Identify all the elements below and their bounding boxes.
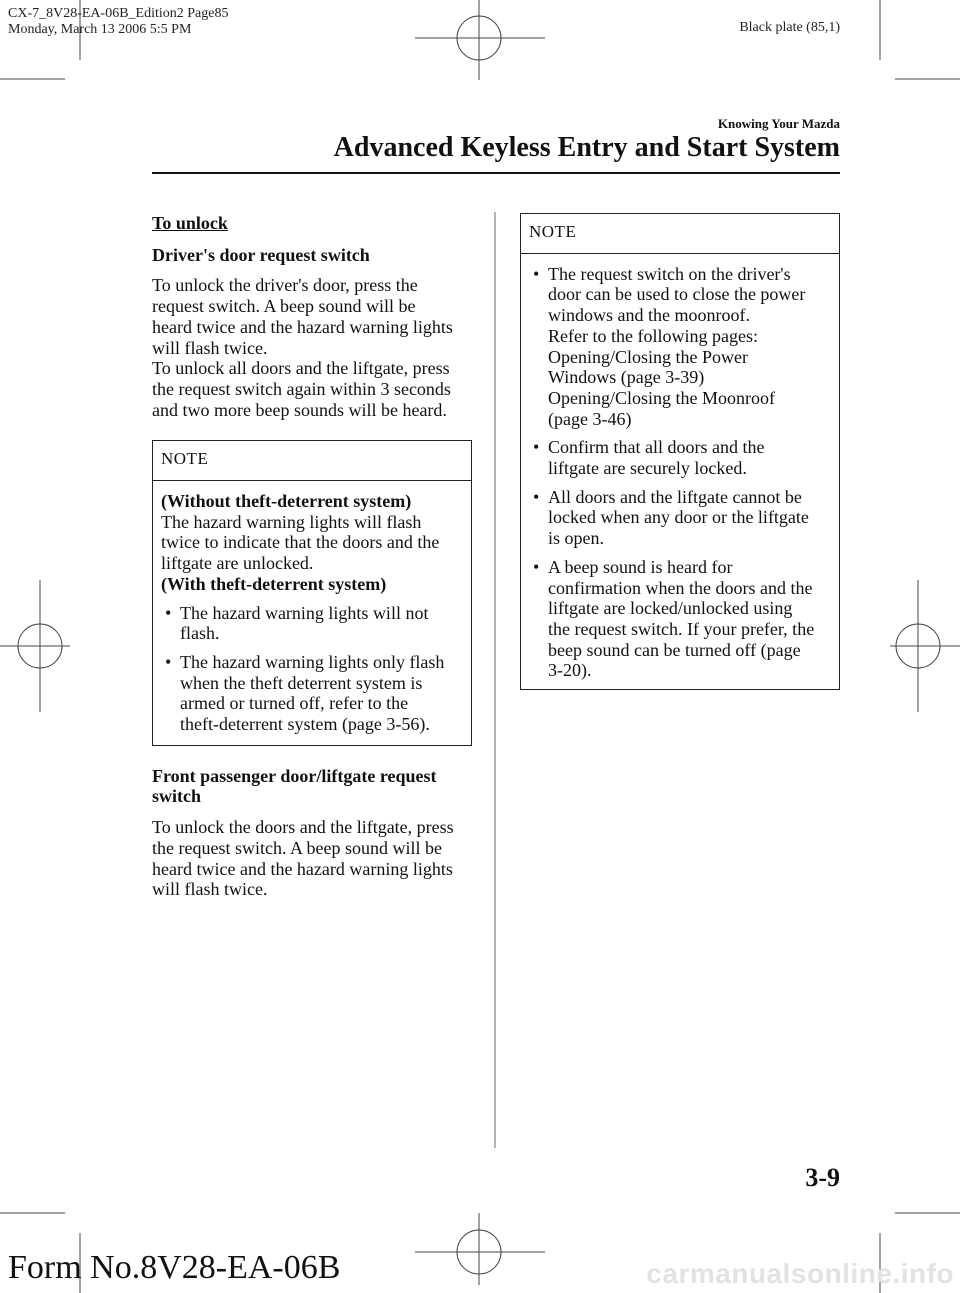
text-line: will flash twice.	[152, 879, 268, 900]
text-line: beep sound can be turned off (page	[548, 639, 801, 660]
note-box-left	[152, 440, 472, 745]
text-line: Windows (page 3-39)	[548, 367, 705, 388]
front-passenger-text	[152, 817, 474, 900]
text-line: • The hazard warning lights will not	[180, 602, 429, 623]
text-line: The hazard warning lights will flash	[161, 511, 422, 532]
text-line: heard twice and the hazard warning lights	[152, 316, 453, 337]
text-line: locked when any door or the liftgate	[548, 507, 809, 528]
text-line: the request switch again within 3 seconds	[152, 378, 451, 399]
note-label: NOTE	[153, 441, 471, 481]
text-line: heard twice and the hazard warning lights	[152, 858, 453, 879]
without-theft-heading: (Without theft-deterrent system)	[161, 491, 412, 512]
text-line: • The hazard warning lights only flash	[180, 651, 445, 672]
list-item	[529, 264, 831, 430]
text-line: will flash twice.	[152, 337, 268, 358]
form-number: Form No.8V28-EA-06B	[8, 1249, 341, 1286]
title-rule	[152, 172, 840, 174]
text-line: • Confirm that all doors and the	[548, 437, 765, 458]
note-bullets	[161, 603, 463, 735]
text-line: twice to indicate that the doors and the	[161, 532, 440, 553]
text-line: the request switch. If your prefer, the	[548, 618, 815, 639]
note-bullets	[529, 264, 831, 681]
page-number: 3-9	[805, 1163, 840, 1192]
page-title: Advanced Keyless Entry and Start System	[333, 132, 840, 163]
text-line: Opening/Closing the Power	[548, 346, 748, 367]
front-passenger-heading	[152, 766, 474, 807]
note-body	[153, 481, 471, 745]
text-line: liftgate are securely locked.	[548, 458, 747, 479]
section-label: Knowing Your Mazda	[717, 116, 840, 131]
plate-label: Black plate (85,1)	[739, 20, 840, 35]
text-line: armed or turned off, refer to the	[180, 693, 409, 714]
note-body	[521, 254, 839, 689]
text-line: flash.	[180, 623, 220, 644]
text-line: the request switch. A beep sound will be	[152, 837, 442, 858]
watermark: carmanualsonline.info	[646, 1258, 954, 1289]
text-line: confirmation when the doors and the	[548, 577, 813, 598]
text-line: 3-20).	[548, 660, 592, 681]
text-line: (page 3-46)	[548, 408, 632, 429]
list-item	[529, 487, 831, 549]
left-column	[152, 213, 474, 900]
text-line: and two more beep sounds will be heard.	[152, 399, 447, 420]
list-item	[529, 557, 831, 681]
text-line: windows and the moonroof.	[548, 305, 750, 326]
text-line: • All doors and the liftgate cannot be	[548, 486, 802, 507]
file-info	[8, 6, 228, 38]
driver-door-text	[152, 275, 474, 420]
text-line: liftgate are locked/unlocked using	[548, 598, 793, 619]
text-line: • The request switch on the driver's	[548, 263, 791, 284]
text-line: To unlock all doors and the liftgate, press	[152, 358, 450, 379]
text-line: Front passenger door/liftgate request	[152, 765, 437, 786]
text-line: To unlock the driver's door, press the	[152, 275, 418, 296]
text-line: • A beep sound is heard for	[548, 556, 733, 577]
note-box-right	[520, 213, 840, 690]
text-line: liftgate are unlocked.	[161, 553, 314, 574]
file-date: Monday, March 13 2006 5:5 PM	[8, 22, 192, 37]
text-line: is open.	[548, 528, 604, 549]
list-item	[161, 652, 463, 735]
text-line: Refer to the following pages:	[548, 325, 758, 346]
list-item	[161, 603, 463, 644]
text-line: when the theft deterrent system is	[180, 672, 423, 693]
text-line: door can be used to close the power	[548, 284, 806, 305]
to-unlock-heading: To unlock	[152, 213, 228, 233]
file-name: CX-7_8V28-EA-06B_Edition2 Page85	[8, 6, 229, 21]
text-line: theft-deterrent system (page 3-56).	[180, 714, 430, 735]
text-line: To unlock the doors and the liftgate, press	[152, 817, 454, 838]
with-theft-heading: (With theft-deterrent system)	[161, 573, 387, 594]
driver-door-heading: Driver's door request switch	[152, 244, 370, 265]
text-line: request switch. A beep sound will be	[152, 296, 416, 317]
note-label: NOTE	[521, 214, 839, 254]
list-item	[529, 437, 831, 478]
right-column	[520, 213, 840, 690]
text-line: switch	[152, 786, 201, 807]
text-line: Opening/Closing the Moonroof	[548, 387, 775, 408]
